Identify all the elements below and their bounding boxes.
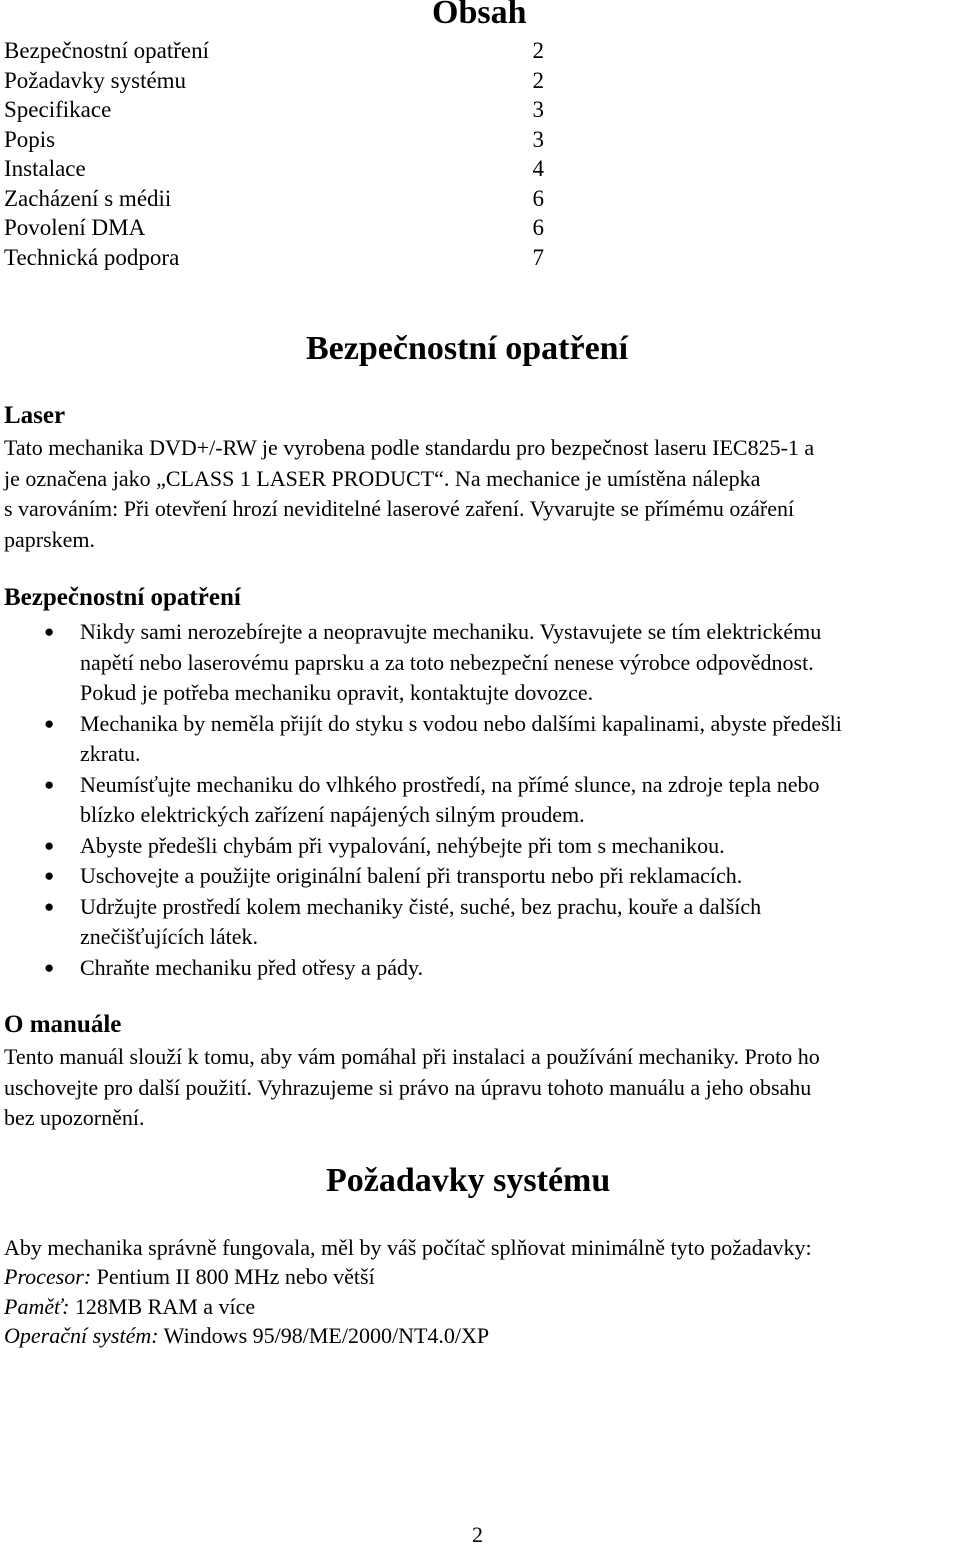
requirement-label: Paměť: [4, 1294, 70, 1319]
list-item [80, 709, 958, 770]
requirement-item [4, 1262, 375, 1292]
list-item-line: blízko elektrických zařízení napájených silným proudem. [80, 802, 585, 827]
toc-entry-label: Požadavky systému [4, 67, 187, 93]
toc-entry-label: Povolení DMA [4, 215, 146, 240]
bullet-icon: ● [44, 774, 55, 794]
list-item-line: napětí nebo laserovému paprsku a za toto nebezpeční nenese výrobce odpovědnost. [80, 649, 814, 675]
section-heading-safety: Bezpečnostní opatření [306, 330, 629, 367]
bullet-icon: ● [44, 896, 55, 916]
list-item-line: Neumísťujte mechaniku do vlhkého prostředí, na přímé slunce, na zdroje tepla nebo [80, 771, 820, 797]
toc-entry [4, 36, 544, 66]
toc-entry-label: Popis [4, 126, 56, 152]
requirement-value: 128MB RAM a více [69, 1294, 256, 1319]
list-item-line: Mechanika by neměla přijít do styku s vodou nebo dalšími kapalinami, abyste předešli [80, 710, 842, 736]
list-item [80, 861, 958, 892]
toc-entry [4, 213, 544, 243]
list-item [80, 831, 958, 862]
laser-line: s varováním: Při otevření hrozí neviditelné laserové zaření. Vyvarujte se přímému ozáření [4, 496, 795, 521]
list-item-line: zkratu. [80, 741, 141, 766]
toc-title: Obsah [432, 0, 527, 31]
requirements-intro: Aby mechanika správně fungovala, měl by váš počítač splňovat minimálně tyto požadavky: [4, 1235, 812, 1260]
laser-line: paprskem. [4, 526, 96, 552]
toc-entry-label: Bezpečnostní opatření [4, 38, 210, 63]
toc-entry-page: 2 [532, 38, 544, 63]
toc-entry-page: 3 [532, 126, 544, 152]
bullet-icon: ● [44, 957, 55, 977]
section-heading-requirements: Požadavky systému [326, 1162, 611, 1199]
toc-entry-page: 3 [532, 97, 544, 122]
requirement-label: Operační systém: [4, 1323, 159, 1348]
manual-heading: O manuále [4, 1011, 122, 1038]
measures-heading: Bezpečnostní opatření [4, 584, 241, 611]
toc-entry-page: 2 [532, 67, 544, 93]
list-item-line: Uschovejte a použijte originální balení při transportu nebo při reklamacích. [80, 863, 743, 888]
toc-entry-label: Specifikace [4, 97, 112, 122]
toc-entry-page: 6 [532, 215, 544, 240]
toc-entry [4, 243, 544, 273]
list-item-line: Pokud je potřeba mechaniku opravit, kontaktujte dovozce. [80, 680, 594, 705]
list-item [80, 892, 958, 953]
requirement-label: Procesor: [4, 1264, 92, 1289]
bullet-icon: ● [44, 835, 55, 855]
list-item-line: Abyste předešli chybám při vypalování, nehýbejte při tom s mechanikou. [80, 832, 725, 858]
list-item-line: Nikdy sami nerozebírejte a neopravujte mechaniku. Vystavujete se tím elektrickému [80, 619, 822, 644]
toc-entry-page: 4 [532, 156, 544, 181]
laser-line: je označena jako „CLASS 1 LASER PRODUCT“. Na mechanice je umístěna nálepka [4, 465, 761, 491]
list-item [80, 770, 958, 831]
requirement-value: Pentium II 800 MHz nebo větší [91, 1264, 375, 1289]
requirement-value: Windows 95/98/ME/2000/NT4.0/XP [158, 1323, 490, 1348]
toc-entry [4, 66, 544, 96]
bullet-icon: ● [44, 622, 55, 641]
requirement-item [4, 1321, 489, 1351]
list-item [80, 953, 958, 984]
toc-entry [4, 125, 544, 155]
toc-entry-label: Technická podpora [4, 244, 180, 270]
list-item-line: Chraňte mechaniku před otřesy a pády. [80, 954, 424, 980]
manual-line: bez upozornění. [4, 1105, 145, 1130]
bullet-icon: ● [44, 866, 55, 885]
list-item [80, 617, 958, 709]
bullet-icon: ● [44, 713, 55, 733]
toc-entry-page: 7 [532, 244, 544, 270]
toc-entry-label: Zacházení s médii [4, 185, 172, 211]
toc-entry [4, 154, 544, 184]
toc-entry-page: 6 [532, 185, 544, 211]
requirement-item [4, 1292, 255, 1322]
manual-line: Tento manuál slouží k tomu, aby vám pomáhal při instalaci a používání mechaniky. Proto ho [4, 1044, 820, 1069]
toc-entry-label: Instalace [4, 156, 86, 181]
laser-line: Tato mechanika DVD+/-RW je vyrobena podle standardu pro bezpečnost laseru IEC825-1 a [4, 435, 815, 460]
list-item-line: Udržujte prostředí kolem mechaniky čisté, suché, bez prachu, kouře a dalších [80, 893, 762, 919]
list-item-line: znečišťujících látek. [80, 924, 258, 949]
page-number: 2 [472, 1522, 483, 1547]
manual-line: uschovejte pro další použití. Vyhrazujeme si právo na úpravu tohoto manuálu a jeho obsahu [4, 1074, 812, 1100]
laser-heading: Laser [4, 402, 66, 429]
toc-entry [4, 95, 544, 125]
toc-entry [4, 184, 544, 214]
